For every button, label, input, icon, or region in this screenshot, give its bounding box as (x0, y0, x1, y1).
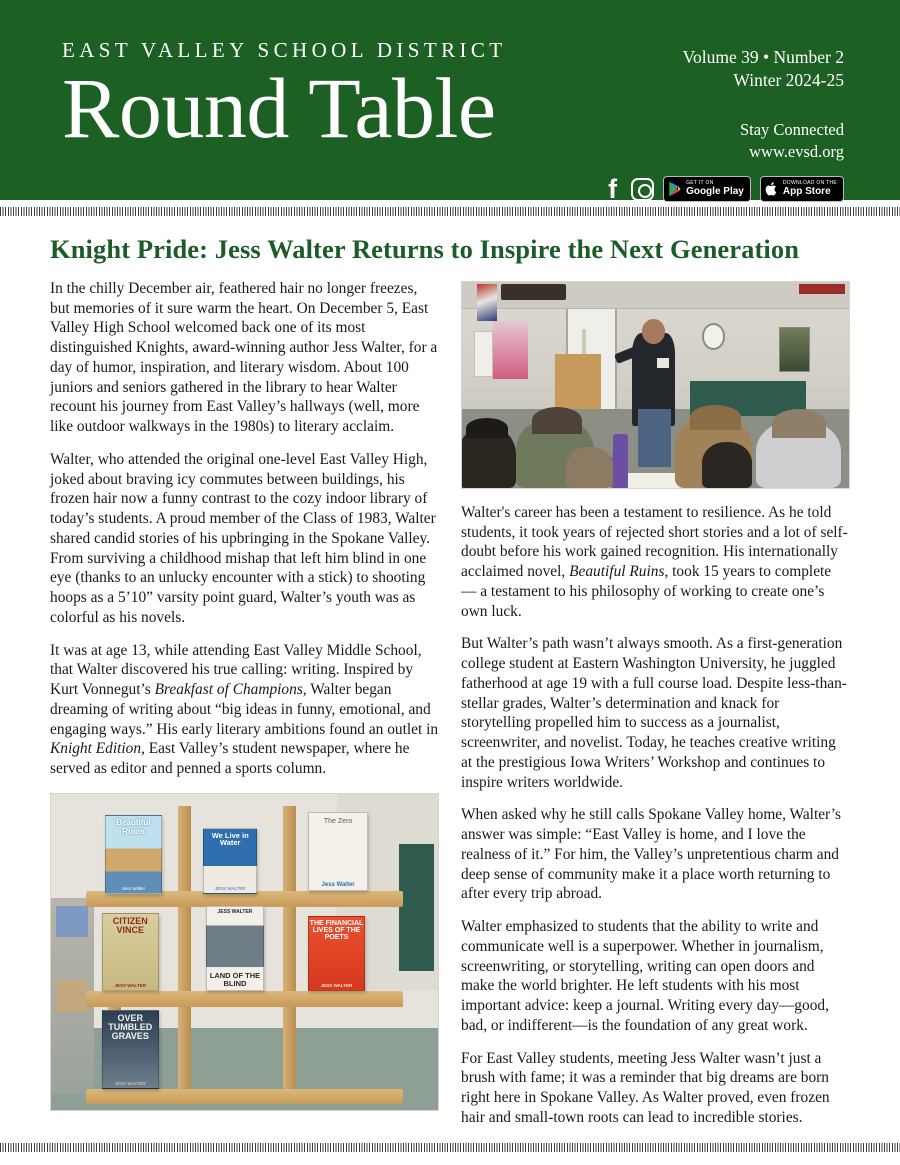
shelf-post (283, 806, 296, 1088)
book-title: OVER TUMBLED GRAVES (108, 1012, 153, 1041)
instagram-icon[interactable] (631, 178, 654, 201)
book-cover-financial-lives-of-the-poets (308, 916, 365, 992)
website-url[interactable]: www.evsd.org (749, 141, 844, 161)
right-p1-text-2: , took 15 years to complete — a testament to his philosophy of working to create one’s own luck. (461, 563, 832, 620)
district-name: EAST VALLEY SCHOOL DISTRICT (62, 38, 507, 62)
book-author: JESS WALTER (320, 983, 353, 989)
book-title: LAND OF THE BLIND (209, 971, 261, 988)
shelf-board (86, 991, 403, 1007)
masthead-titles (62, 38, 507, 156)
checkout-sign (799, 284, 845, 294)
book-title: THE FINANCIAL LIVES OF THE POETS (309, 919, 364, 941)
photo-book-display-shelf (50, 793, 439, 1111)
shelf-board (86, 1089, 403, 1105)
book-author: Jess Walter (321, 882, 355, 889)
framed-artwork (779, 327, 810, 372)
book-cover-we-live-in-water (203, 828, 257, 895)
audience-member-hair (690, 405, 740, 430)
article-headline: Knight Pride: Jess Walter Returns to Inspire the Next Generation (50, 233, 800, 264)
app-store-badge[interactable] (760, 176, 844, 202)
left-p3-text-2: , Walter began dreaming of writing about “big ideas in funny, emotional, and engaging ways.” His early literary ambitions found an outlet in (50, 681, 439, 738)
speaker-head (642, 319, 665, 344)
book-title-breakfast-of-champions: Breakfast of Champions (154, 681, 303, 698)
right-p1-text-1: Walter's career has been a testament to resilience. As he told students, it took years of rejected short stories and a lot of self-doubt before his work gained recognition. His internationally acclaimed novel, (461, 503, 848, 580)
audience-member (702, 442, 752, 487)
newsletter-title: Round Table (62, 60, 496, 156)
photo-author-talk-library (461, 281, 850, 489)
book-title-beautiful-ruins: Beautiful Ruins (569, 563, 665, 580)
divider-rule-bottom (0, 1143, 900, 1152)
shelf-post (178, 806, 191, 1088)
read-sign (501, 284, 567, 300)
issue-volume: Volume 39 • Number 2 (682, 47, 844, 67)
left-column (50, 279, 439, 1111)
google-play-bottom-label: Google Play (686, 186, 744, 198)
google-play-top-label: GET IT ON (686, 180, 714, 187)
book-author: JESS WALTER (214, 886, 246, 892)
right-column (461, 279, 850, 1128)
stay-connected-label: Stay Connected (739, 119, 844, 139)
right-paragraph-3: When asked why he still calls Spokane Valley home, Walter’s answer was simple: “East Valley is home, and I love the realness of it.” For him, the Valley’s unpretentious charm and deep sense of community make it a place worth returning to after every trip abroad. (461, 806, 842, 903)
facebook-icon[interactable]: f (608, 173, 618, 204)
left-paragraph-3 (50, 641, 439, 779)
book-title: Beautiful Ruins (116, 818, 151, 836)
google-play-badge[interactable] (663, 176, 751, 202)
book-title: The Zero (323, 818, 353, 826)
book-author: JESS WALTER (217, 909, 253, 916)
divider-rule-top (0, 207, 900, 216)
wooden-display-shelf (555, 354, 601, 412)
two-column-layout (50, 279, 850, 1128)
wall-poster (474, 331, 493, 376)
book-photo-green-panel (399, 844, 434, 970)
stay-connected-block (603, 119, 844, 164)
audience-member (566, 447, 612, 488)
speaker-name-badge (657, 358, 669, 368)
publication-knight-edition: Knight Edition (50, 740, 142, 758)
book-photo-shelving-unit (86, 806, 403, 1109)
audience-member-hat (466, 418, 509, 439)
right-paragraph-2: But Walter’s path wasn’t always smooth. As a first-generation college student at Eastern Washington University, he juggled fatherhood at age 19 with a full course load. Despite less-than-stellar grades, Walter’s determination and knack for storytelling propelled him to success as a journalist, screenwriter, and novelist. Today, he teaches creative writing at the prestigious Iowa Writers’ Workshop and continues to inspire writers worldwide. (461, 635, 847, 791)
issue-season: Winter 2024-25 (733, 70, 844, 91)
american-flag (477, 284, 496, 321)
right-paragraph-5: For East Valley students, meeting Jess Walter wasn’t just a brush with fame; it was a reminder that big dreams are born right here in Spokane Valley. As Walter proved, even frozen hair and small-town roots can lead to incredible stories. (461, 1049, 830, 1126)
left-p3-text-1: It was at age 13, while attending East Valley Middle School, that Walter discovered his true calling: writing. Inspired by Kurt Vonnegut’s (50, 641, 422, 698)
left-paragraph-1: In the chilly December air, feathered hair no longer freezes, but memories of it sure warm the heart. On December 5, East Valley High School welcomed back one of its most distinguished Knights, award-winning author Jess Walter, for a day of humor, inspiration, and literary wisdom. About 100 juniors and seniors gathered in the library to hear Walter recount his journey from East Valley’s hallways (well, more like outdoor walkways in the 1980s) to literary acclaim. (50, 279, 438, 435)
right-paragraph-1 (461, 503, 850, 622)
audience-member-hair (772, 409, 826, 438)
google-play-icon (668, 181, 682, 197)
article-main (0, 234, 900, 1128)
book-author: JESS WALTER (114, 983, 146, 989)
masthead-meta (603, 46, 844, 202)
social-and-app-links (603, 173, 844, 204)
book-title: We Live in Water (211, 830, 249, 848)
app-store-bottom-label: App Store (782, 186, 831, 198)
book-cover-beautiful-ruins (105, 815, 162, 894)
speaker-legs (638, 409, 671, 467)
audience-member-hair (532, 407, 582, 434)
water-bottle (613, 434, 628, 488)
book-cover-citizen-vince (102, 913, 159, 992)
book-cover-land-of-the-blind (206, 906, 263, 991)
right-paragraph-4: Walter emphasized to students that the ability to write and communicate well is a superpower. Whether in journalism, screenwriting, or storytelling, writing can open doors and make the world brighter. He left students with his most important advice: keep a journal. Writing every day—good, bad, or indifferent—is the foundation of any great work. (461, 918, 829, 1034)
app-store-top-label: DOWNLOAD ON THE (782, 180, 837, 187)
left-paragraph-2: Walter, who attended the original one-level East Valley High, joked about braving icy commutes between buildings, his frozen hair now a funny contrast to the cozy indoor library of today’s students. A proud member of the Class of 1983, Walter shared candid stories of his upbringing in the Spokane Valley. From surviving a childhood mishap that left him blind in one eye (thanks to an unlucky encounter with a stick) to shooting hoops as a 5’10” varsity point guard, Walter’s youth was as colorful as his novels. (50, 450, 436, 626)
book-cover-over-tumbled-graves (102, 1010, 159, 1089)
book-title: CITIZEN VINCE (112, 915, 148, 935)
apple-icon (765, 181, 779, 197)
book-author: Jess Walter (121, 886, 146, 892)
book-author: JESS WALTER (114, 1080, 146, 1086)
wall-clock (702, 323, 725, 350)
book-cover-the-zero (308, 812, 368, 891)
masthead (0, 0, 900, 204)
left-p3-text-3: , East Valley’s student newspaper, where he served as editor and penned a sports column. (50, 740, 410, 777)
wall-banner (493, 321, 528, 379)
